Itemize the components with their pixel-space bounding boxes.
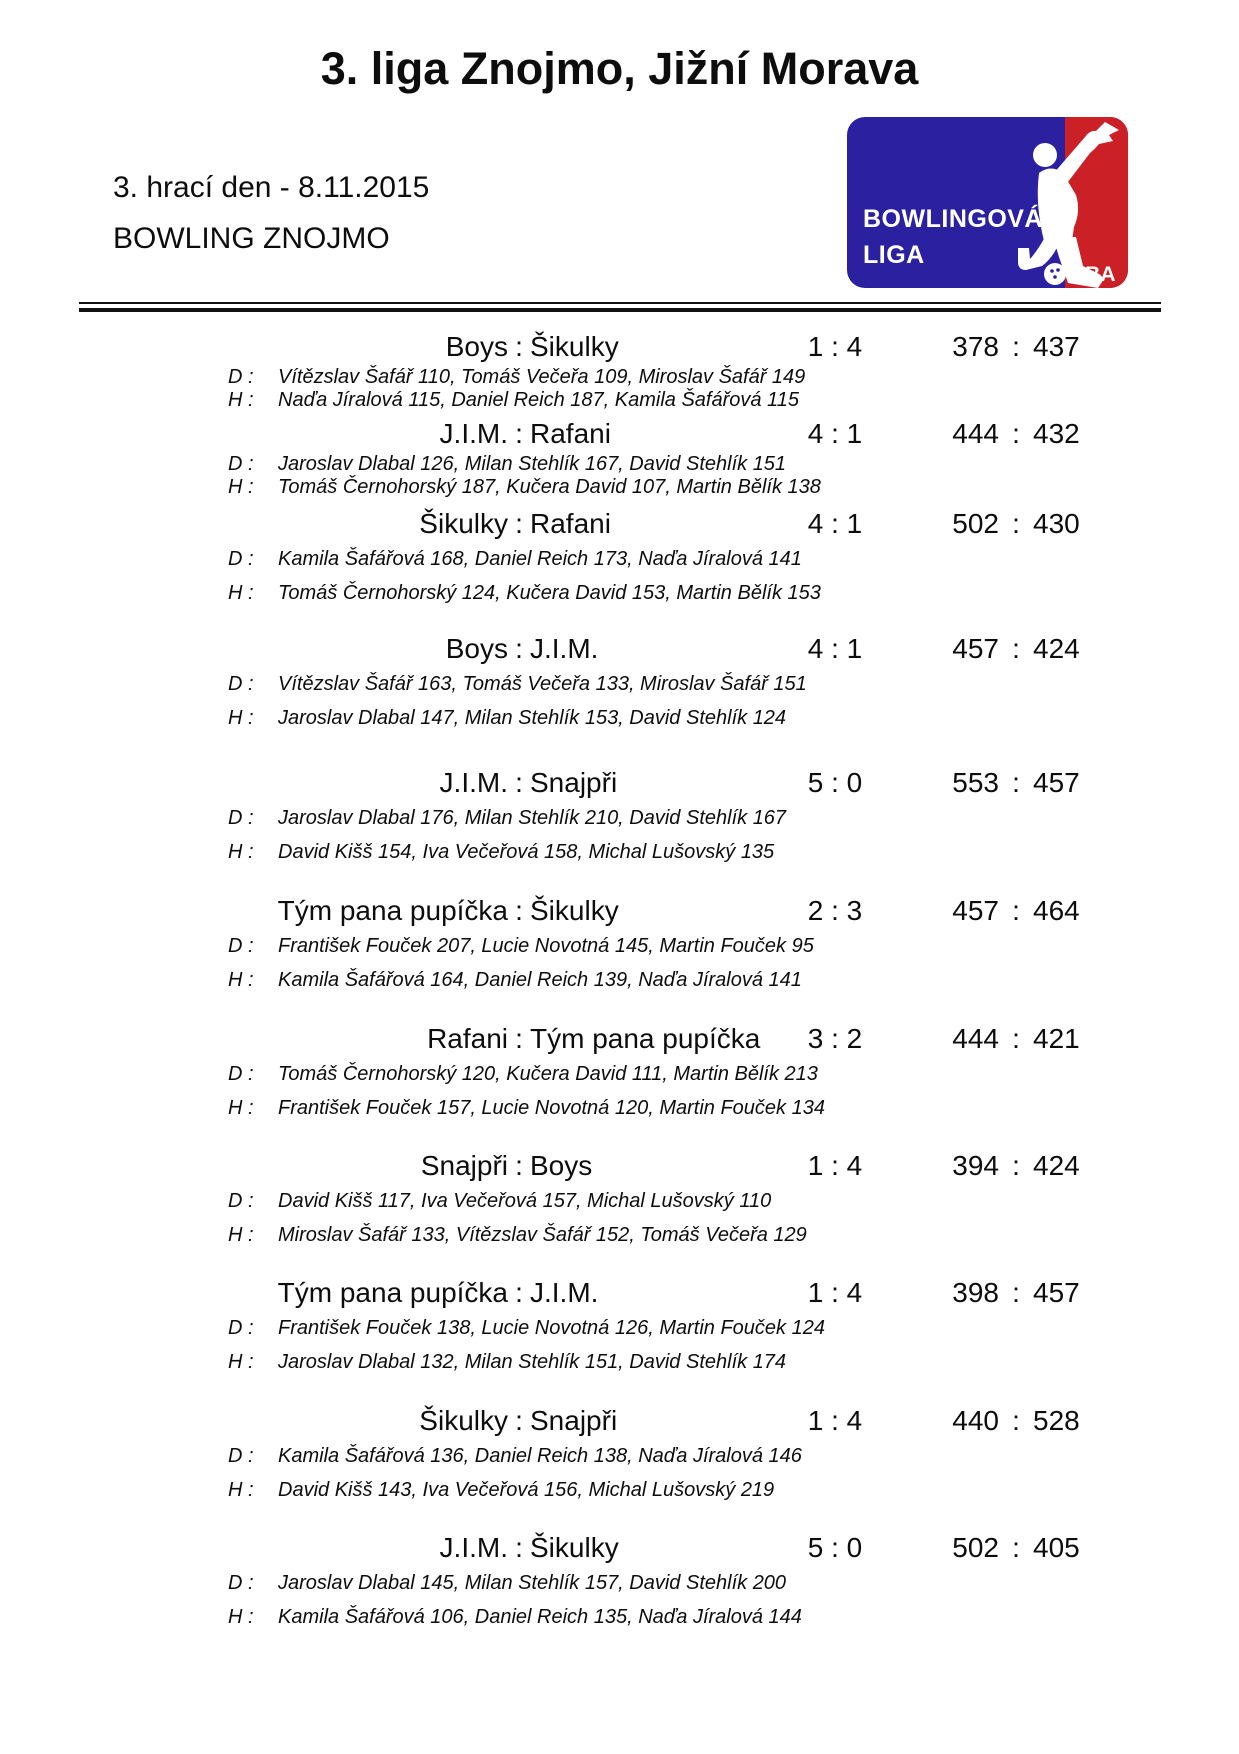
match-pins-home: 440 — [952, 1405, 999, 1436]
players-row-d — [0, 548, 1239, 570]
players-list-h: Jaroslav Dlabal 147, Milan Stehlík 153, David Stehlík 124 — [278, 707, 787, 729]
row-label-h: H : — [228, 389, 254, 411]
match-points-score: 1 : 4 — [807, 1405, 863, 1436]
match-pins-away: 424 — [1033, 1150, 1080, 1181]
match-away-team: Šikulky — [530, 895, 619, 926]
match-home-team: J.I.M. — [439, 767, 508, 798]
match-title-row — [0, 1532, 1239, 1564]
match-pins-colon: : — [1012, 1277, 1020, 1308]
match-away-team: Šikulky — [530, 1532, 619, 1563]
match-points-score: 1 : 4 — [807, 1277, 863, 1308]
match-pins-away: 432 — [1033, 418, 1080, 449]
match-title-colon: : — [515, 508, 523, 539]
match-title-colon: : — [515, 767, 523, 798]
match-home-team: Tým pana pupíčka — [277, 895, 508, 926]
players-row-h — [0, 582, 1239, 604]
match-away-team: Boys — [530, 1150, 593, 1181]
match-pins-home: 553 — [952, 767, 999, 798]
match-block — [0, 895, 1239, 1015]
match-title-colon: : — [515, 1023, 523, 1054]
match-points-score: 5 : 0 — [807, 767, 863, 798]
match-away-team: Šikulky — [530, 331, 619, 362]
match-block — [0, 1150, 1239, 1270]
players-list-h: Kamila Šafářová 106, Daniel Reich 135, Naďa Jíralová 144 — [278, 1606, 802, 1628]
match-points-score: 3 : 2 — [807, 1023, 863, 1054]
players-row-h — [0, 841, 1239, 863]
row-label-h: H : — [228, 1224, 254, 1246]
logo-cba-text: ČBA — [1070, 263, 1116, 286]
match-pins-colon: : — [1012, 331, 1020, 362]
match-points-score: 5 : 0 — [807, 1532, 863, 1563]
players-list-d: Vítězslav Šafář 163, Tomáš Večeřa 133, Miroslav Šafář 151 — [278, 673, 807, 695]
players-list-h: Kamila Šafářová 164, Daniel Reich 139, Naďa Jíralová 141 — [278, 969, 802, 991]
row-label-h: H : — [228, 707, 254, 729]
match-home-team: Boys — [445, 331, 508, 362]
match-title-colon: : — [515, 1532, 523, 1563]
match-title-row — [0, 331, 1239, 363]
match-pins-home: 394 — [952, 1150, 999, 1181]
match-home-team: Šikulky — [419, 1405, 508, 1436]
match-home-team: J.I.M. — [439, 418, 508, 449]
players-row-h — [0, 476, 1239, 498]
row-label-d: D : — [228, 935, 254, 957]
logo-text-line1: BOWLINGOVÁ — [863, 205, 1043, 233]
match-title-colon: : — [515, 1405, 523, 1436]
header-divider — [79, 302, 1161, 312]
players-row-d — [0, 807, 1239, 829]
players-list-d: Kamila Šafářová 168, Daniel Reich 173, Naďa Jíralová 141 — [278, 548, 802, 570]
match-pins-colon: : — [1012, 1405, 1020, 1436]
match-pins-away: 405 — [1033, 1532, 1080, 1563]
match-points-score: 4 : 1 — [807, 633, 863, 664]
match-points-score: 1 : 4 — [807, 1150, 863, 1181]
players-list-d: Jaroslav Dlabal 176, Milan Stehlík 210, David Stehlík 167 — [278, 807, 787, 829]
match-title-row — [0, 1023, 1239, 1055]
match-pins-home: 378 — [952, 331, 999, 362]
match-away-team: Rafani — [530, 508, 611, 539]
players-list-h: Miroslav Šafář 133, Vítězslav Šafář 152, Tomáš Večeřa 129 — [278, 1224, 807, 1246]
players-list-d: Tomáš Černohorský 120, Kučera David 111, Martin Bělík 213 — [278, 1063, 818, 1085]
players-list-d: David Kišš 117, Iva Večeřová 157, Michal Lušovský 110 — [278, 1190, 772, 1212]
match-title-colon: : — [515, 1277, 523, 1308]
match-points-score: 1 : 4 — [807, 331, 863, 362]
match-title-row — [0, 508, 1239, 540]
match-pins-away: 424 — [1033, 633, 1080, 664]
logo-text-line2: LIGA — [863, 241, 925, 269]
players-list-h: Tomáš Černohorský 124, Kučera David 153, Martin Bělík 153 — [278, 582, 821, 604]
match-away-team: Rafani — [530, 418, 611, 449]
row-label-h: H : — [228, 969, 254, 991]
match-pins-away: 457 — [1033, 1277, 1080, 1308]
match-points-score: 2 : 3 — [807, 895, 863, 926]
players-row-d — [0, 453, 1239, 475]
players-row-d — [0, 1190, 1239, 1212]
match-pins-home: 398 — [952, 1277, 999, 1308]
match-title-colon: : — [515, 895, 523, 926]
match-home-team: Snajpři — [420, 1150, 508, 1181]
match-pins-away: 430 — [1033, 508, 1080, 539]
match-title-row — [0, 767, 1239, 799]
players-list-d: Vítězslav Šafář 110, Tomáš Večeřa 109, Miroslav Šafář 149 — [278, 366, 806, 388]
players-row-d — [0, 1572, 1239, 1594]
match-block — [0, 1405, 1239, 1525]
match-block — [0, 767, 1239, 887]
players-row-h — [0, 1606, 1239, 1628]
players-row-d — [0, 1445, 1239, 1467]
match-block — [0, 633, 1239, 753]
row-label-d: D : — [228, 1445, 254, 1467]
match-title-row — [0, 418, 1239, 450]
match-title-colon: : — [515, 331, 523, 362]
players-list-h: Jaroslav Dlabal 132, Milan Stehlík 151, David Stehlík 174 — [278, 1351, 787, 1373]
match-home-team: Boys — [445, 633, 508, 664]
row-label-h: H : — [228, 582, 254, 604]
row-label-d: D : — [228, 548, 254, 570]
row-label-h: H : — [228, 1606, 254, 1628]
players-row-h — [0, 969, 1239, 991]
match-pins-colon: : — [1012, 508, 1020, 539]
match-pins-colon: : — [1012, 1023, 1020, 1054]
players-row-d — [0, 1063, 1239, 1085]
match-block — [0, 1532, 1239, 1652]
match-away-team: J.I.M. — [530, 633, 599, 664]
match-home-team: Tým pana pupíčka — [277, 1277, 508, 1308]
page-title: 3. liga Znojmo, Jižní Morava — [320, 43, 919, 94]
row-label-d: D : — [228, 1572, 254, 1594]
players-row-h — [0, 1224, 1239, 1246]
players-list-d: Kamila Šafářová 136, Daniel Reich 138, Naďa Jíralová 146 — [278, 1445, 802, 1467]
row-label-d: D : — [228, 1317, 254, 1339]
match-title-colon: : — [515, 418, 523, 449]
match-pins-home: 502 — [952, 1532, 999, 1563]
match-pins-colon: : — [1012, 1532, 1020, 1563]
players-row-h — [0, 1351, 1239, 1373]
match-pins-colon: : — [1012, 633, 1020, 664]
players-row-d — [0, 673, 1239, 695]
players-list-h: David Kišš 154, Iva Večeřová 158, Michal Lušovský 135 — [278, 841, 775, 863]
match-pins-away: 464 — [1033, 895, 1080, 926]
row-label-d: D : — [228, 807, 254, 829]
match-points-score: 4 : 1 — [807, 418, 863, 449]
match-home-team: J.I.M. — [439, 1532, 508, 1563]
match-pins-away: 457 — [1033, 767, 1080, 798]
players-list-d: František Fouček 138, Lucie Novotná 126, Martin Fouček 124 — [278, 1317, 825, 1339]
match-title-colon: : — [515, 1150, 523, 1181]
players-row-d — [0, 366, 1239, 388]
players-list-d: Jaroslav Dlabal 126, Milan Stehlík 167, David Stehlík 151 — [278, 453, 787, 475]
match-away-team: Tým pana pupíčka — [530, 1023, 761, 1054]
players-list-h: David Kišš 143, Iva Večeřová 156, Michal Lušovský 219 — [278, 1479, 775, 1501]
match-pins-colon: : — [1012, 767, 1020, 798]
subtitle-venue: BOWLING ZNOJMO — [113, 222, 390, 255]
match-title-row — [0, 895, 1239, 927]
players-row-d — [0, 1317, 1239, 1339]
match-title-colon: : — [515, 633, 523, 664]
match-home-team: Šikulky — [419, 508, 508, 539]
match-pins-colon: : — [1012, 1150, 1020, 1181]
players-row-h — [0, 389, 1239, 411]
players-list-h: Tomáš Černohorský 187, Kučera David 107, Martin Bělík 138 — [278, 476, 821, 498]
subtitle-date: 3. hrací den - 8.11.2015 — [113, 171, 430, 204]
match-block — [0, 1023, 1239, 1143]
players-list-h: Naďa Jíralová 115, Daniel Reich 187, Kamila Šafářová 115 — [278, 389, 799, 411]
match-title-row — [0, 633, 1239, 665]
row-label-h: H : — [228, 1351, 254, 1373]
match-points-score: 4 : 1 — [807, 508, 863, 539]
match-title-row — [0, 1277, 1239, 1309]
match-pins-colon: : — [1012, 418, 1020, 449]
match-pins-home: 457 — [952, 895, 999, 926]
players-row-h — [0, 707, 1239, 729]
players-list-d: Jaroslav Dlabal 145, Milan Stehlík 157, David Stehlík 200 — [278, 1572, 787, 1594]
match-pins-away: 421 — [1033, 1023, 1080, 1054]
match-away-team: Snajpři — [530, 767, 618, 798]
match-pins-away: 528 — [1033, 1405, 1080, 1436]
players-row-d — [0, 935, 1239, 957]
match-pins-home: 457 — [952, 633, 999, 664]
row-label-h: H : — [228, 476, 254, 498]
row-label-d: D : — [228, 673, 254, 695]
players-list-h: František Fouček 157, Lucie Novotná 120, Martin Fouček 134 — [278, 1097, 825, 1119]
players-list-d: František Fouček 207, Lucie Novotná 145, Martin Fouček 95 — [278, 935, 814, 957]
players-row-h — [0, 1097, 1239, 1119]
match-away-team: J.I.M. — [530, 1277, 599, 1308]
row-label-h: H : — [228, 841, 254, 863]
league-logo — [847, 117, 1128, 288]
row-label-h: H : — [228, 1097, 254, 1119]
row-label-h: H : — [228, 1479, 254, 1501]
match-title-row — [0, 1405, 1239, 1437]
match-home-team: Rafani — [427, 1023, 508, 1054]
match-block — [0, 1277, 1239, 1397]
match-pins-away: 437 — [1033, 331, 1080, 362]
row-label-d: D : — [228, 1063, 254, 1085]
match-pins-home: 444 — [952, 418, 999, 449]
row-label-d: D : — [228, 453, 254, 475]
match-block — [0, 508, 1239, 628]
row-label-d: D : — [228, 1190, 254, 1212]
match-pins-colon: : — [1012, 895, 1020, 926]
match-away-team: Snajpři — [530, 1405, 618, 1436]
players-row-h — [0, 1479, 1239, 1501]
row-label-d: D : — [228, 366, 254, 388]
match-pins-home: 502 — [952, 508, 999, 539]
match-pins-home: 444 — [952, 1023, 999, 1054]
match-title-row — [0, 1150, 1239, 1182]
